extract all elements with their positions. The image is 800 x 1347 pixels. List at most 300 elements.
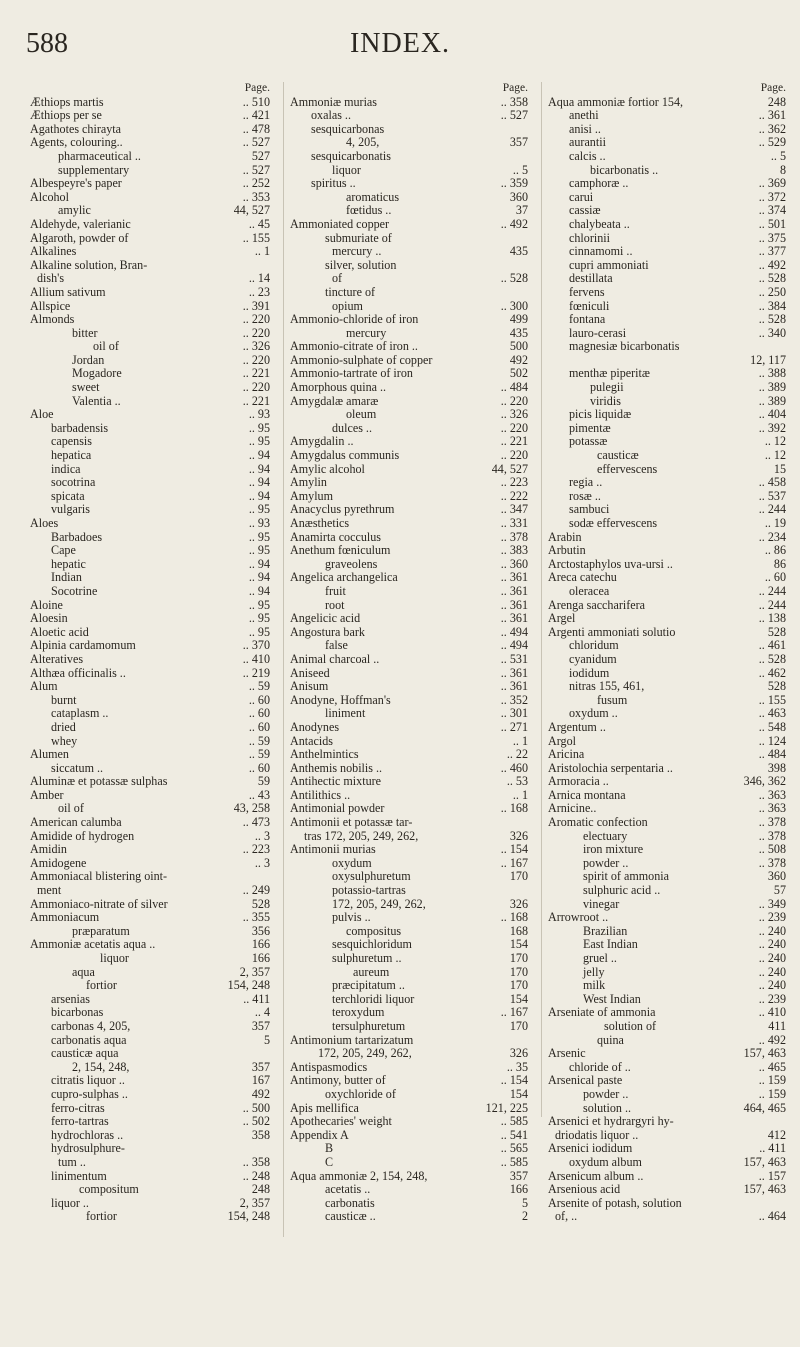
index-entry [548, 789, 786, 803]
entry-term: 172, 205, 249, 262, [318, 1046, 412, 1061]
index-entry [290, 571, 528, 585]
index-entry [548, 938, 786, 952]
entry-page-ref: .. 248 [242, 1168, 270, 1183]
index-entry [548, 177, 786, 191]
entry-page-ref: 43, 258 [233, 801, 270, 816]
entry-term: Amidogene [30, 855, 87, 870]
entry-term: 2, 154, 248, [72, 1059, 130, 1074]
entry-page-ref: .. 23 [248, 284, 270, 299]
index-entry [30, 490, 270, 504]
index-entry [290, 1061, 528, 1075]
entry-term: Alteratives [30, 651, 84, 666]
entry-term: Argentum .. [548, 719, 606, 734]
entry-term: Amidide of hydrogen [30, 828, 135, 843]
entry-page-ref: .. 223 [242, 842, 270, 857]
index-entry [290, 422, 528, 436]
entry-term: regia .. [569, 475, 603, 490]
entry-page-ref: .. 358 [500, 94, 528, 109]
entry-term: fusum [597, 692, 628, 707]
index-entry [548, 1047, 786, 1061]
entry-page-ref: 154 [509, 991, 528, 1006]
index-entry [30, 531, 270, 545]
index-entry [290, 531, 528, 545]
entry-term: Allspice [30, 298, 71, 313]
entry-page-ref: .. 53 [506, 774, 528, 789]
page-column-heading [290, 82, 528, 96]
index-entry [30, 1034, 270, 1048]
entry-page-ref: .. 361 [500, 611, 528, 626]
entry-page-ref: 492 [509, 352, 528, 367]
entry-term: anethi [569, 108, 599, 123]
entry-term: Amygdalus communis [290, 448, 400, 463]
index-entry [30, 1129, 270, 1143]
entry-page-ref: .. 22 [506, 747, 528, 762]
entry-page-ref: .. 510 [242, 94, 270, 109]
entry-term: burnt [51, 692, 77, 707]
entry-term: hydrosulphure- [51, 1141, 125, 1156]
entry-page-ref: .. 508 [758, 842, 786, 857]
entry-term: fortior [86, 1209, 117, 1224]
index-entry [30, 381, 270, 395]
index-entry [30, 558, 270, 572]
entry-term: Aldehyde, valerianic [30, 216, 131, 231]
entry-term: oxalas .. [311, 108, 351, 123]
entry-term: viridis [590, 393, 621, 408]
entry-page-ref: .. 244 [758, 502, 786, 517]
entry-page-ref: .. 12 [764, 448, 786, 463]
index-entry [30, 1061, 270, 1075]
index-entry [290, 164, 528, 178]
index-entry [548, 585, 786, 599]
entry-term: powder .. [583, 855, 629, 870]
entry-page-ref: .. 359 [500, 176, 528, 191]
entry-term: Æthiops martis [30, 94, 104, 109]
entry-term: Ammoniaco-nitrate of silver [30, 896, 168, 911]
index-entry [290, 993, 528, 1007]
entry-term: Amylin [290, 475, 327, 490]
entry-page-ref: 499 [509, 312, 528, 327]
entry-term: fervens [569, 284, 605, 299]
index-entry [548, 1197, 786, 1211]
index-entry [30, 1142, 270, 1156]
entry-page-ref: .. 462 [758, 665, 786, 680]
index-entry [290, 449, 528, 463]
entry-term: Aristolochia serpentaria .. [548, 760, 673, 775]
index-entry [290, 1170, 528, 1184]
entry-term: ferro-citras [51, 1100, 105, 1115]
index-entry [548, 694, 786, 708]
entry-page-ref: .. 154 [500, 1073, 528, 1088]
entry-page-ref: .. 460 [500, 760, 528, 775]
entry-page-ref: .. 383 [500, 543, 528, 558]
entry-term: Ammonio-chloride of iron [290, 312, 419, 327]
index-entry [290, 775, 528, 789]
entry-page-ref: 502 [509, 366, 528, 381]
entry-term: Mogadore [72, 366, 122, 381]
entry-page-ref: 59 [257, 774, 270, 789]
index-entry [548, 925, 786, 939]
entry-term: West Indian [583, 991, 641, 1006]
entry-term: cinnamomi .. [569, 244, 633, 259]
index-entry [290, 204, 528, 218]
entry-page-ref: .. 86 [764, 543, 786, 558]
entry-term: cataplasm .. [51, 706, 109, 721]
entry-page-ref: .. 124 [758, 733, 786, 748]
entry-page-ref: .. 377 [758, 244, 786, 259]
entry-term: Amber [30, 787, 64, 802]
index-entry [548, 286, 786, 300]
entry-page-ref: 357 [509, 135, 528, 150]
entry-term: oxysulphuretum [332, 869, 411, 884]
index-entry [548, 1006, 786, 1020]
index-entry [290, 802, 528, 816]
entry-term: jelly [583, 964, 605, 979]
entry-page-ref: 528 [767, 624, 786, 639]
entry-page-ref: .. 250 [758, 284, 786, 299]
index-entry [548, 1170, 786, 1184]
entry-term: fontana [569, 312, 606, 327]
entry-term: Alumen [30, 747, 69, 762]
index-entry [30, 340, 270, 354]
index-entry [30, 585, 270, 599]
column-heading-label: Page. [244, 82, 270, 94]
entry-page-ref: .. 478 [242, 121, 270, 136]
entry-page-ref: 121, 225 [485, 1100, 528, 1115]
entry-term: Aloe [30, 407, 54, 422]
entry-page-ref: .. 369 [758, 176, 786, 191]
index-entry [548, 381, 786, 395]
entry-page-ref: .. 35 [506, 1059, 528, 1074]
entry-page-ref: .. 358 [242, 1154, 270, 1169]
index-entry [548, 1074, 786, 1088]
entry-page-ref: .. 410 [242, 651, 270, 666]
entry-term: anisi .. [569, 121, 601, 136]
entry-term: Aluminæ et potassæ sulphas [30, 774, 168, 789]
entry-page-ref: .. 411 [243, 991, 270, 1006]
column-heading-label: Page. [760, 82, 786, 94]
entry-page-ref: 157, 463 [743, 1182, 786, 1197]
entry-page-ref: .. 60 [248, 692, 270, 707]
entry-page-ref: .. 95 [248, 502, 270, 517]
entry-page-ref: 5 [263, 1032, 270, 1047]
entry-page-ref: .. 361 [500, 597, 528, 612]
index-entry [548, 707, 786, 721]
entry-page-ref: .. 138 [758, 611, 786, 626]
index-entry [290, 857, 528, 871]
index-entry [30, 1115, 270, 1129]
index-entry [30, 123, 270, 137]
index-entry [548, 1156, 786, 1170]
entry-page-ref: .. 168 [500, 801, 528, 816]
entry-page-ref: .. 465 [758, 1059, 786, 1074]
entry-term: Arsenite of potash, solution [548, 1195, 682, 1210]
entry-term: Argenti ammoniati solutio [548, 624, 676, 639]
entry-term: Argel [548, 611, 576, 626]
entry-term: sodæ effervescens [569, 516, 658, 530]
index-entry [548, 218, 786, 232]
entry-term: of [332, 271, 343, 286]
index-entry [30, 748, 270, 762]
entry-page-ref: .. 501 [758, 216, 786, 231]
entry-page-ref: .. 361 [500, 665, 528, 680]
entry-page-ref: .. 157 [758, 1168, 786, 1183]
entry-page-ref: .. 300 [500, 298, 528, 313]
entry-term: Alcohol [30, 189, 69, 204]
entry-term: carbonatis [325, 1195, 375, 1210]
index-entry [30, 1183, 270, 1197]
index-entry [548, 340, 786, 354]
entry-term: Indian [51, 570, 82, 585]
index-entry [30, 313, 270, 327]
index-entry [290, 1142, 528, 1156]
index-entry [290, 979, 528, 993]
entry-term: sweet [72, 380, 100, 395]
entry-page-ref: .. 94 [248, 448, 270, 463]
index-entry [290, 177, 528, 191]
entry-page-ref: .. 528 [500, 271, 528, 286]
index-entry [290, 340, 528, 354]
entry-page-ref: .. 500 [242, 1100, 270, 1115]
index-column-1 [30, 82, 270, 1224]
index-entry [30, 109, 270, 123]
index-entry [30, 395, 270, 409]
entry-term: Armoracia .. [548, 774, 609, 789]
entry-term: Amylic alcohol [290, 461, 365, 476]
entry-term: electuary [583, 828, 628, 843]
entry-page-ref: .. 527 [500, 108, 528, 123]
index-entry [30, 544, 270, 558]
entry-term: vulgaris [51, 502, 90, 517]
index-entry [30, 1156, 270, 1170]
index-entry [290, 435, 528, 449]
entry-term: chlorinii [569, 230, 610, 245]
entry-term: Althæa officinalis .. [30, 665, 126, 680]
entry-term: Albespeyre's paper [30, 176, 122, 191]
index-entry [290, 653, 528, 667]
entry-term: fœniculi [569, 298, 610, 313]
entry-page-ref: .. 492 [500, 216, 528, 231]
entry-page-ref: .. 252 [242, 176, 270, 191]
entry-term: Socotrine [51, 583, 98, 598]
entry-term: cyanidum [569, 651, 617, 666]
index-entry [548, 599, 786, 613]
entry-page-ref: .. 340 [758, 325, 786, 340]
entry-term: compositus [346, 923, 402, 938]
index-entry [290, 748, 528, 762]
entry-page-ref: 168 [509, 923, 528, 938]
index-entry [290, 490, 528, 504]
index-entry [290, 938, 528, 952]
index-entry [290, 395, 528, 409]
entry-term: fœtidus .. [346, 203, 392, 218]
index-entry [548, 1129, 786, 1143]
entry-term: Arsenical paste [548, 1073, 623, 1088]
index-entry [548, 327, 786, 341]
entry-page-ref: .. 221 [500, 434, 528, 449]
index-entry [30, 830, 270, 844]
index-entry [548, 272, 786, 286]
index-entry [30, 177, 270, 191]
entry-page-ref: .. 389 [758, 380, 786, 395]
entry-page-ref: .. 222 [500, 488, 528, 503]
entry-page-ref: 326 [509, 828, 528, 843]
index-entry [290, 585, 528, 599]
index-entry [290, 463, 528, 477]
entry-page-ref: .. 4 [254, 1005, 270, 1020]
entry-term: Jordan [72, 352, 105, 367]
entry-page-ref: 166 [509, 1182, 528, 1197]
entry-page-ref: 357 [251, 1018, 270, 1033]
index-entry [290, 911, 528, 925]
entry-page-ref: 357 [509, 1168, 528, 1183]
index-entry [548, 626, 786, 640]
entry-term: Allium sativum [30, 284, 106, 299]
entry-term: aurantii [569, 135, 606, 150]
entry-page-ref: .. 1 [512, 787, 528, 802]
entry-page-ref: 12, 117 [750, 352, 786, 367]
index-entry [548, 667, 786, 681]
entry-term: Aloes [30, 516, 59, 530]
entry-page-ref: .. 404 [758, 407, 786, 422]
entry-page-ref: 170 [509, 1018, 528, 1033]
index-entry [30, 1197, 270, 1211]
index-entry [290, 762, 528, 776]
entry-page-ref: .. 362 [758, 121, 786, 136]
index-entry [548, 490, 786, 504]
entry-term: Agents, colouring.. [30, 135, 123, 150]
entry-page-ref: .. 249 [242, 883, 270, 898]
entry-term: cassiæ [569, 203, 601, 218]
entry-page-ref: .. 528 [758, 271, 786, 286]
entry-page-ref: 528 [251, 896, 270, 911]
entry-term: Cape [51, 543, 76, 558]
index-entry [30, 517, 270, 531]
entry-page-ref: 170 [509, 964, 528, 979]
index-entry [548, 1210, 786, 1224]
entry-term: sulphuric acid .. [583, 883, 661, 898]
entry-page-ref: .. 219 [242, 665, 270, 680]
entry-page-ref: .. 167 [500, 855, 528, 870]
entry-page-ref: .. 421 [242, 108, 270, 123]
index-entry [30, 694, 270, 708]
index-entry [548, 1061, 786, 1075]
entry-term: Arsenici iodidum [548, 1141, 633, 1156]
entry-term: Anthemis nobilis .. [290, 760, 383, 775]
index-entry [548, 571, 786, 585]
index-entry [30, 286, 270, 300]
entry-term: potassæ [569, 434, 608, 449]
entry-term: submuriate of [325, 230, 392, 245]
entry-term: oil of [58, 801, 84, 816]
index-entry [548, 884, 786, 898]
entry-page-ref: .. 167 [500, 1005, 528, 1020]
index-entry [290, 517, 528, 531]
entry-page-ref: .. 361 [500, 570, 528, 585]
entry-term: Ammoniated copper [290, 216, 390, 231]
entry-page-ref: .. 45 [248, 216, 270, 231]
entry-term: Ammoniæ murias [290, 94, 378, 109]
entry-term: Apis mellifica [290, 1100, 359, 1115]
entry-page-ref: .. 95 [248, 611, 270, 626]
index-entry [290, 925, 528, 939]
index-entry [290, 1034, 528, 1048]
index-entry [30, 816, 270, 830]
entry-term: dish's [37, 271, 65, 286]
index-entry [290, 408, 528, 422]
entry-term: aromaticus [346, 189, 400, 204]
entry-term: solution .. [583, 1100, 632, 1115]
index-column-2 [290, 82, 528, 1224]
entry-page-ref: .. 463 [758, 706, 786, 721]
entry-term: Aricina [548, 747, 585, 762]
index-entry [548, 544, 786, 558]
entry-page-ref: .. 239 [758, 991, 786, 1006]
index-entry [290, 680, 528, 694]
entry-term: Alum [30, 679, 58, 694]
entry-page-ref: 8 [779, 162, 786, 177]
entry-term: Arnica montana [548, 787, 626, 802]
index-entry [548, 762, 786, 776]
entry-page-ref: .. 370 [242, 638, 270, 653]
index-entry [30, 1020, 270, 1034]
entry-term: oxydum .. [569, 706, 618, 721]
entry-page-ref: 166 [251, 951, 270, 965]
entry-page-ref: 2 [521, 1209, 528, 1224]
index-entry [30, 1088, 270, 1102]
index-entry [548, 150, 786, 164]
entry-term: Arenga saccharifera [548, 597, 646, 612]
entry-page-ref: .. 95 [248, 529, 270, 544]
entry-term: picis liquidæ [569, 407, 632, 422]
entry-page-ref: .. 1 [254, 244, 270, 259]
entry-term: camphoræ .. [569, 176, 629, 191]
entry-page-ref: 248 [251, 1182, 270, 1197]
entry-page-ref: .. 159 [758, 1086, 786, 1101]
entry-page-ref: .. 349 [758, 896, 786, 911]
entry-page-ref: .. 95 [248, 597, 270, 612]
entry-term: Ammonio-sulphate of copper [290, 352, 433, 367]
entry-page-ref: .. 94 [248, 488, 270, 503]
index-entry [30, 476, 270, 490]
index-entry [290, 1020, 528, 1034]
page-title: INDEX. [349, 28, 451, 59]
index-entry [30, 1047, 270, 1061]
index-entry [548, 843, 786, 857]
entry-term: bitter [72, 325, 98, 340]
entry-term: capensis [51, 434, 92, 449]
entry-term: effervescens [597, 461, 658, 476]
entry-term: Æthiops per se [30, 108, 102, 123]
index-entry [548, 463, 786, 477]
entry-page-ref: .. 374 [758, 203, 786, 218]
entry-term: Arabin [548, 529, 582, 544]
entry-page-ref: 166 [251, 937, 270, 952]
index-entry [548, 1088, 786, 1102]
index-entry [30, 952, 270, 966]
entry-term: of, .. [555, 1209, 578, 1224]
entry-term: Ammoniacal blistering oint- [30, 869, 168, 884]
entry-page-ref: .. 585 [500, 1114, 528, 1129]
index-entry [548, 748, 786, 762]
index-entry [30, 857, 270, 871]
entry-term: hydrochloras .. [51, 1127, 124, 1142]
index-entry [548, 109, 786, 123]
index-entry [30, 639, 270, 653]
entry-page-ref: .. 95 [248, 624, 270, 639]
index-entry [290, 599, 528, 613]
entry-term: whey [51, 733, 78, 748]
entry-term: Ammonio-citrate of iron .. [290, 339, 418, 354]
